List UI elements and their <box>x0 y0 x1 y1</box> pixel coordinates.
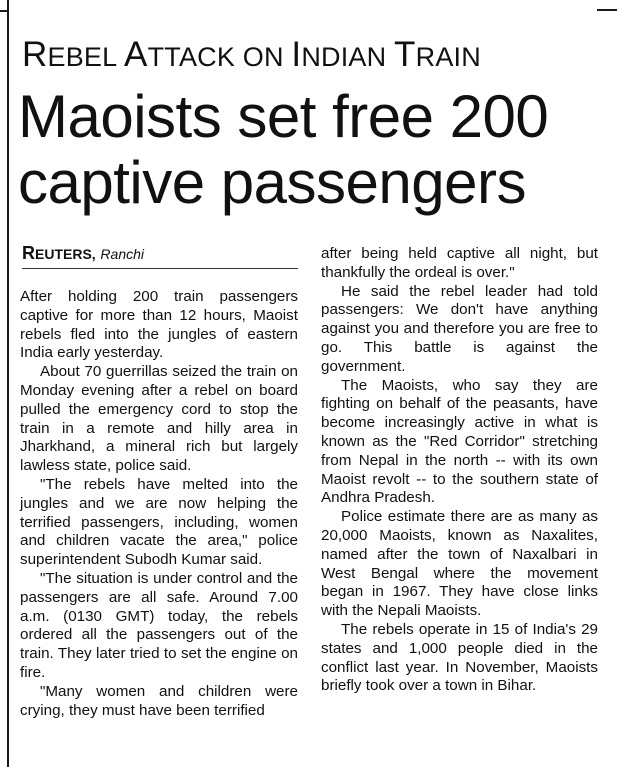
byline-agency: REUTERS, <box>22 243 96 263</box>
paragraph-5-continued: after being held captive all night, but thankfully the ordeal is over." <box>321 245 598 281</box>
page-border-left <box>7 0 9 767</box>
byline-place: Ranchi <box>100 246 145 262</box>
article-column-1 <box>20 288 298 720</box>
paragraph-3: "The rebels have melted into the jungles and we are now helping the terrified passengers, including, women and children vacate the area," police superintendent Subodh Kumar said. <box>20 475 298 569</box>
paragraph-5: "Many women and children were crying, they must have been terrified <box>20 682 298 719</box>
article-column-2 <box>321 245 598 696</box>
paragraph-2: About 70 guerrillas seized the train on Monday evening after a rebel on board pulled the emergency cord to stop the train in a remote and hilly area in Jharkhand, a mineral rich but largely lawless state, police said. <box>20 363 298 475</box>
article-kicker: REBEL ATTACK ON INDIAN TRAIN <box>22 35 481 74</box>
paragraph-1: After holding 200 train passengers captive for more than 12 hours, Maoist rebels fled into the jungles of eastern India early yesterday. <box>20 288 298 362</box>
paragraph-4: "The situation is under control and the passengers are all safe. Around 7.00 a.m. (0130 GMT) today, the rebels ordered all the passengers out of the train. They later tried to set the engine on fire. <box>20 569 298 681</box>
page-border-top-right <box>597 9 617 11</box>
article-byline <box>22 243 144 264</box>
headline-line-2: captive passengers <box>18 149 526 216</box>
article-headline <box>18 84 613 216</box>
paragraph-6: He said the rebel leader had told passengers: We don't have anything against you and therefore you are free to go. This battle is against the government. <box>321 282 598 375</box>
byline-divider <box>22 268 298 269</box>
page-border-top-left <box>0 10 8 12</box>
paragraph-7: The Maoists, who say they are fighting on behalf of the peasants, have become increasingly active in what is known as the "Red Corridor" stretching from Nepal in the north -- with its own Maoist revolt -- to the southern state of Andhra Pradesh. <box>321 376 598 507</box>
paragraph-8: Police estimate there are as many as 20,000 Maoists, known as Naxalites, named after the town of Naxalbari in West Bengal where the movement began in 1967. They have close links with the Nepali Maoists. <box>321 508 598 620</box>
paragraph-9: The rebels operate in 15 of India's 29 states and 1,000 people died in the conflict last year. In November, Maoists briefly took over a town in Bihar. <box>321 620 598 695</box>
headline-line-1: Maoists set free 200 <box>18 83 549 150</box>
